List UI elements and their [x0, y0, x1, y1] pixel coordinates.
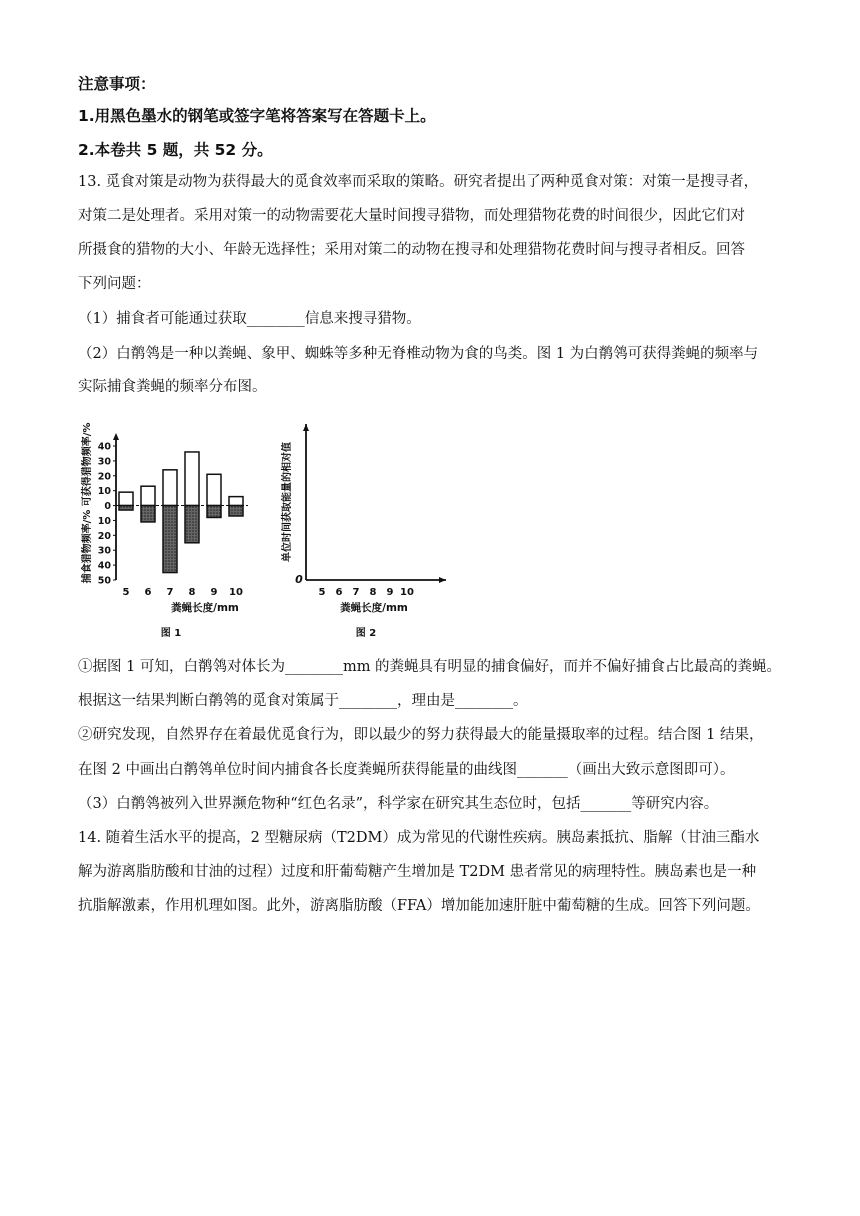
- fig2-x-axis-label: 粪蝇长度/mm: [340, 602, 408, 614]
- q13-paragraph-line: 对策二是处理者。采用对策一的动物需要花大量时间搜寻猎物，而处理猎物花费的时间很少，因此它们对: [78, 208, 745, 224]
- fig2-x-tick-label: 6: [335, 587, 343, 598]
- fig1-bar-available: [141, 486, 155, 505]
- q13-s1-line: ①据图 1 可知，白鹡鸰对体长为________mm 的粪蝇具有明显的捕食偏好，而并不偏好捕食占比最高的粪蝇。: [78, 659, 782, 675]
- q14-paragraph-line: 解为游离脂肪酸和甘油的过程）过度和肝葡萄糖产生增加是 T2DM 患者常见的病理特性。胰岛素也是一种: [78, 864, 757, 880]
- fig1-y-tick-label: 10: [97, 486, 111, 498]
- fig1-y-axis-arrow: [113, 433, 119, 440]
- fig1-y-tick-label: 50: [97, 575, 111, 587]
- q13-sub3: （3）白鹡鸰被列入世界濒危物种“红色名录”，科学家在研究其生态位时，包括_______等研究内容。: [78, 796, 719, 812]
- fig1-bar-available: [119, 492, 133, 505]
- fig1-bar-available: [229, 497, 243, 506]
- q13-paragraph-line: 13. 觅食对策是动物为获得最大的觅食效率而采取的策略。研究者提出了两种觅食对策：对策一是搜寻者，: [78, 174, 759, 190]
- figures-block: [78, 410, 458, 642]
- fig1-x-axis-label: 粪蝇长度/mm: [171, 602, 239, 614]
- fig2-origin-label: 0: [295, 573, 303, 586]
- q13-sub2-line: 实际捕食粪蝇的频率分布图。: [78, 379, 267, 395]
- fig1-x-tick-label: 9: [210, 587, 218, 598]
- fig1-y-tick-label: 0: [104, 501, 111, 513]
- fig1-x-tick-label: 7: [166, 587, 174, 598]
- fig1-bar-captured: [119, 506, 133, 510]
- fig2-y-axis-label: 单位时间获取能量的相对值: [282, 442, 293, 562]
- fig1-x-tick-label: 6: [144, 587, 152, 598]
- fig1-y-tick-label: 30: [97, 456, 111, 468]
- fig2-x-tick-label: 10: [400, 587, 414, 598]
- fig1-title: 图 1: [160, 628, 182, 639]
- fig2-x-axis-arrow: [439, 577, 446, 583]
- fig1-y-tick-label: 20: [97, 471, 111, 483]
- notice-item-1: 1.用黑色墨水的钢笔或签字笔将答案写在答题卡上。: [78, 107, 436, 125]
- fig1-bar-available: [163, 470, 177, 506]
- fig1-bar-available: [207, 474, 221, 505]
- figure-2: [280, 424, 446, 639]
- fig1-y-tick-label: 40: [97, 560, 111, 572]
- fig2-y-axis-arrow: [303, 424, 309, 431]
- figure-1: [80, 423, 248, 639]
- fig1-y-tick-label: 10: [97, 515, 111, 527]
- fig2-title: 图 2: [355, 628, 377, 639]
- fig1-x-tick-label: 8: [188, 587, 196, 598]
- fig1-bar-captured: [207, 506, 221, 518]
- q13-paragraph-line: 下列问题：: [78, 276, 151, 292]
- figure-svg: [78, 410, 458, 642]
- fig2-x-tick-label: 5: [318, 587, 326, 598]
- fig1-y-axis-label: 捕食猎物频率/% 可获得猎物频率/%: [82, 422, 93, 584]
- q13-sub1: （1）捕食者可能通过获取________信息来搜寻猎物。: [78, 311, 421, 327]
- fig1-y-tick-label: 20: [97, 530, 111, 542]
- notice-item-2: 2.本卷共 5 题，共 52 分。: [78, 141, 273, 159]
- fig2-x-tick-label: 9: [386, 587, 394, 598]
- fig2-x-tick-label: 8: [369, 587, 377, 598]
- fig1-y-tick-label: 40: [97, 441, 111, 453]
- fig1-bar-available: [185, 452, 199, 506]
- notice-heading: 注意事项：: [78, 75, 156, 93]
- q13-paragraph-line: 所摄食的猎物的大小、年龄无选择性；采用对策二的动物在搜寻和处理猎物花费时间与搜寻者相反。回答: [78, 242, 745, 258]
- fig1-x-tick-label: 5: [122, 587, 130, 598]
- q13-s2-line: ②研究发现，自然界存在着最优觅食行为，即以最少的努力获得最大的能量摄取率的过程。结合图 1 结果，: [78, 727, 764, 743]
- q14-paragraph-line: 抗脂解激素，作用机理如图。此外，游离脂肪酸（FFA）增加能加速肝脏中葡萄糖的生成。回答下列问题。: [78, 898, 760, 914]
- fig1-bar-captured: [141, 506, 155, 522]
- fig2-x-tick-label: 7: [352, 587, 360, 598]
- q13-s2-line: 在图 2 中画出白鹡鸰单位时间内捕食各长度粪蝇所获得能量的曲线图_______（画出大致示意图即可）。: [78, 762, 735, 778]
- fig1-y-tick-label: 30: [97, 545, 111, 557]
- fig1-bar-captured: [185, 506, 199, 543]
- fig1-bar-captured: [163, 506, 177, 573]
- q13-s1-line: 根据这一结果判断白鹡鸰的觅食对策属于________，理由是________。: [78, 693, 528, 709]
- q14-paragraph-line: 14. 随着生活水平的提高，2 型糖尿病（T2DM）成为常见的代谢性疾病。胰岛素抵抗、脂解（甘油三酯水: [78, 830, 760, 846]
- fig1-x-tick-label: 10: [229, 587, 243, 598]
- fig1-bar-captured: [229, 506, 243, 516]
- q13-sub2-line: （2）白鹡鸰是一种以粪蝇、象甲、蜘蛛等多种无脊椎动物为食的鸟类。图 1 为白鹡鸰可获得粪蝇的频率与: [78, 346, 759, 362]
